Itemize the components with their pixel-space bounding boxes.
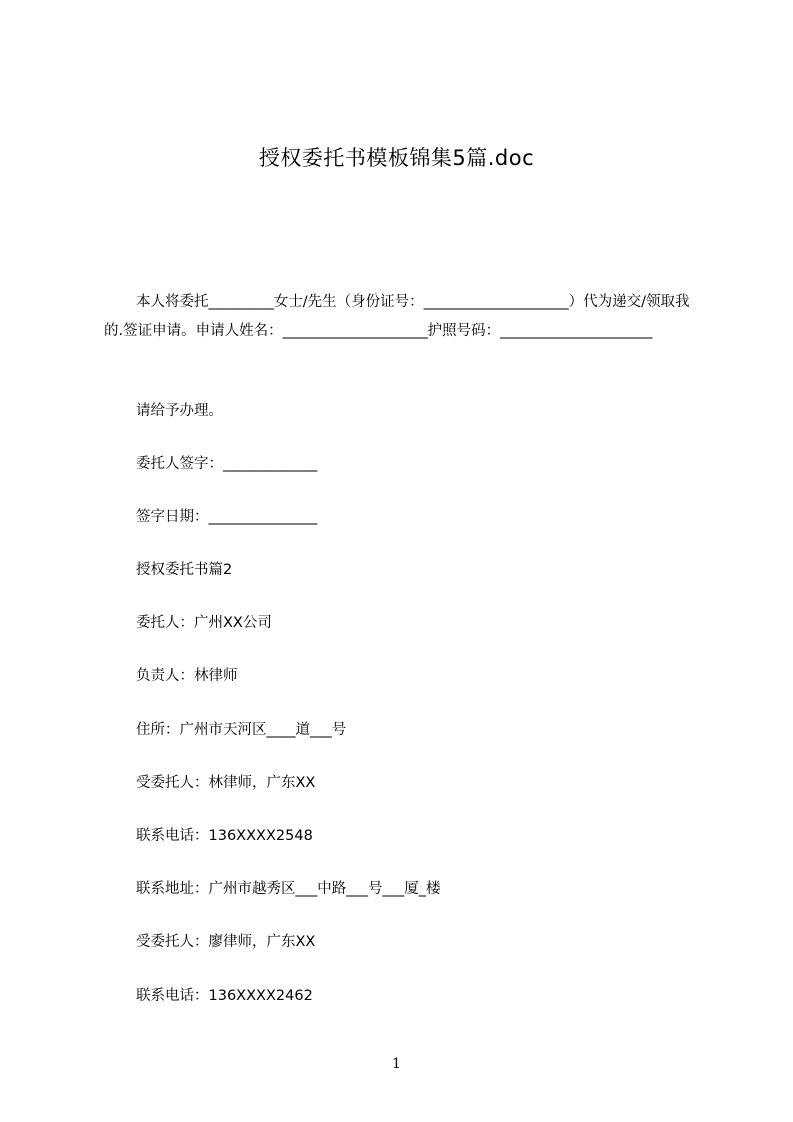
line-section-heading: 授权委托书篇2 xyxy=(136,562,233,578)
line-agent-2: 受委托人：廖律师，广东XX xyxy=(136,934,316,950)
line-person-in-charge: 负责人：林律师 xyxy=(136,668,238,684)
line-request: 请给予办理。 xyxy=(136,403,223,419)
line-principal: 委托人：广州XX公司 xyxy=(136,615,272,631)
line-phone-2: 联系电话：136XXXX2462 xyxy=(136,988,313,1004)
line-signature-date: 签字日期：_______________ xyxy=(136,509,318,525)
line-phone-1: 联系电话：136XXXX2548 xyxy=(136,828,313,844)
line-principal-signature: 委托人签字：_____________ xyxy=(136,456,318,472)
line-address: 住所：广州市天河区____道___号 xyxy=(136,722,347,738)
page-number: 1 xyxy=(392,1056,401,1072)
line-contact-address: 联系地址：广州市越秀区___中路___号___厦_楼 xyxy=(136,881,441,897)
document-title: 授权委托书模板锦集5篇.doc xyxy=(258,146,535,170)
line-agent-1: 受委托人：林律师，广东XX xyxy=(136,775,316,791)
intro-paragraph: 本人将委托_________女士/先生（身份证号：____________________）代为递交/领取我的.签证申请。申请人姓名：____________________护照号码：_____________________ xyxy=(104,294,690,339)
